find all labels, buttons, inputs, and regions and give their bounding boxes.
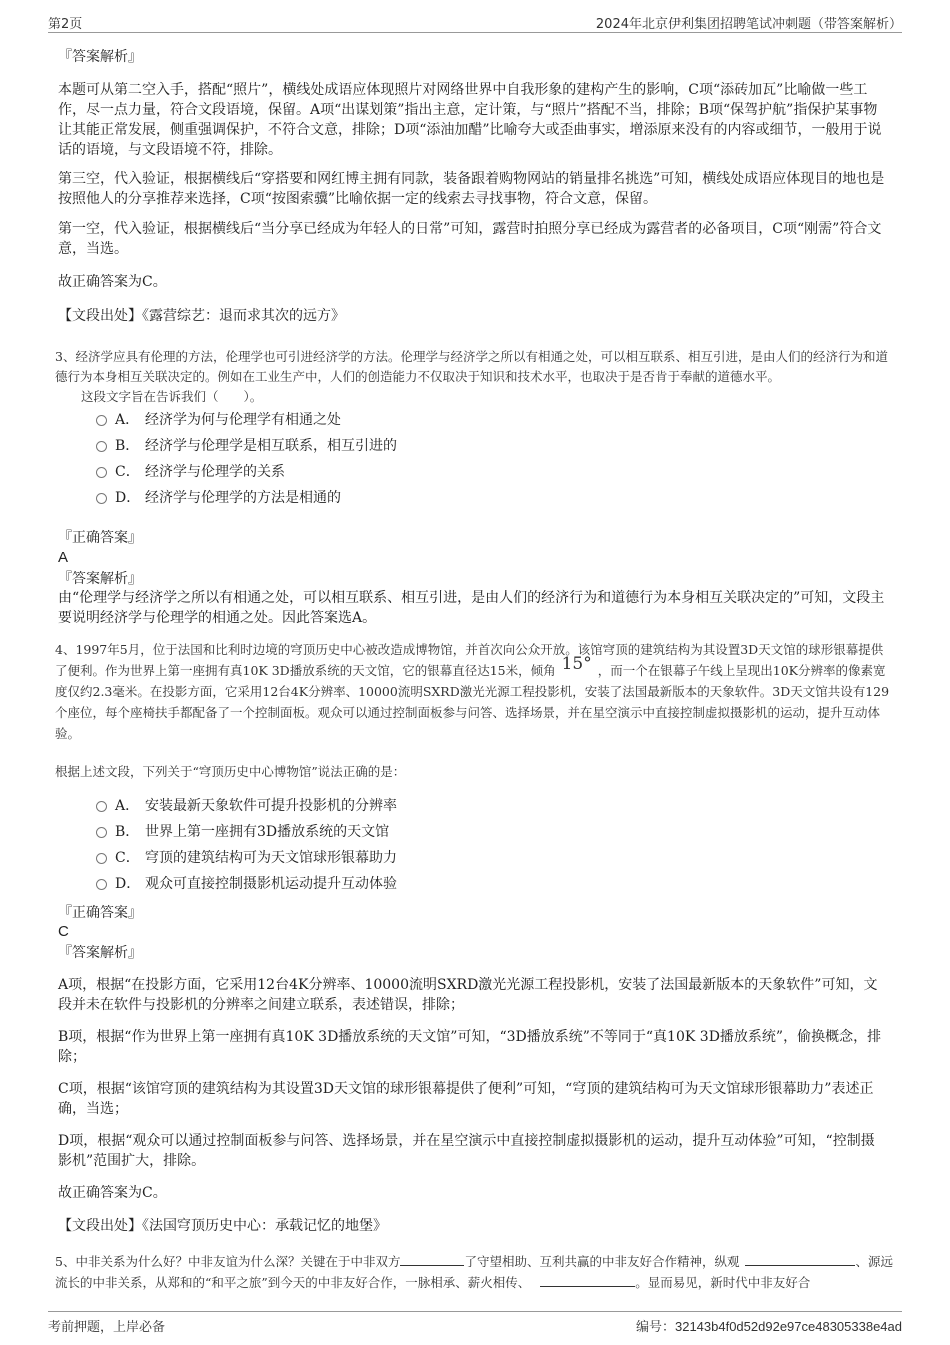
q4-option-a[interactable]: A． 安装最新天象软件可提升投影机的分辨率 — [96, 793, 796, 819]
q3-answer-label: 『正确答案』 — [58, 530, 142, 546]
page-number: 第2页 — [48, 17, 83, 32]
q4-stem — [55, 639, 895, 744]
q2-source: 【文段出处】《露营综艺：退而求其次的远方》 — [58, 308, 345, 324]
page-footer — [48, 1311, 902, 1336]
q3-option-d[interactable]: D． 经济学与伦理学的方法是相通的 — [96, 485, 796, 511]
q2-analysis-label: 『答案解析』 — [58, 49, 142, 65]
q4-conclusion: 故正确答案为C。 — [58, 1185, 167, 1201]
radio-icon[interactable] — [96, 801, 107, 812]
q5-stem: 5、中非关系为什么好？中非友谊为什么深？关键在于中非双方 了守望相助、互利共赢的中非友好合作精神，纵观 、源远流长的中非关系，从郑和的“和平之旅”到今天的中非友好合作，一脉相承、薪火相传、 。显而易见，新时代中非友好合 — [55, 1251, 895, 1293]
q3-stem-prompt: 这段文字旨在告诉我们（ ）。 — [81, 389, 263, 404]
q4-source: 【文段出处】《法国穹顶历史中心：承载记忆的地堡》 — [58, 1218, 387, 1234]
q5-blank-3[interactable] — [540, 1272, 635, 1287]
q4-analysis-c: C项，根据“该馆穹顶的建筑结构为其设置3D天文馆的球形银幕提供了便利”可知，“穹顶的建筑结构可为天文馆球形银幕助力”表述正确，当选； — [58, 1081, 874, 1117]
q4-option-c[interactable]: C． 穹顶的建筑结构可为天文馆球形银幕助力 — [96, 845, 796, 871]
q3-analysis: 由“伦理学与经济学之所以有相通之处，可以相互联系、相互引进，是由人们的经济行为和道德行为本身相互关联决定的”可知，文段主要说明经济学与伦理学的相通之处。因此答案选A。 — [58, 590, 885, 626]
document-title: 2024年北京伊利集团招聘笔试冲刺题（带答案解析） — [595, 17, 902, 32]
q4-option-b[interactable]: B． 世界上第一座拥有3D播放系统的天文馆 — [96, 819, 796, 845]
page-header — [48, 10, 902, 33]
q3-option-a[interactable]: A． 经济学为何与伦理学有相通之处 — [96, 407, 796, 433]
q3-stem-text: 3、经济学应具有伦理的方法，伦理学也可引进经济学的方法。伦理学与经济学之所以有相通之处，可以相互联系、相互引进，是由人们的经济行为和道德行为本身相互关联决定的。例如在工业生产中，人们的创造能力不仅取决于知识和技术水平，也取决于是否肯于奉献的道德水平。 — [55, 349, 888, 384]
q2-analysis-para2: 第三空，代入验证，根据横线后“穿搭要和网红博主拥有同款，装备跟着购物网站的销量排名挑选”可知，横线处成语应体现目的地也是按照他人的分享推荐来选择，C项“按图索骥”比喻依据一定的线索去寻找事物，符合文意，保留。 — [58, 171, 885, 207]
q3-option-c[interactable]: C． 经济学与伦理学的关系 — [96, 459, 796, 485]
radio-icon[interactable] — [96, 467, 107, 478]
q2-analysis-para3: 第一空，代入验证，根据横线后“当分享已经成为年轻人的日常”可知，露营时拍照分享已经成为露营者的必备项目，C项“刚需”符合文意，当选。 — [58, 221, 882, 257]
q2-conclusion: 故正确答案为C。 — [58, 274, 167, 290]
q4-prompt: 根据上述文段，下列关于“穹顶历史中心博物馆”说法正确的是： — [55, 764, 406, 779]
q5-blank-2[interactable] — [745, 1251, 855, 1266]
footer-slogan: 考前押题，上岸必备 — [48, 1320, 166, 1335]
q5-blank-1[interactable] — [400, 1251, 464, 1266]
q4-analysis-a: A项，根据“在投影方面，它采用12台4K分辨率、10000流明SXRD激光光源工程投影机，安装了法国最新版本的天象软件”可知，文段并未在软件与投影机的分辨率之间建立联系，表述错误，排除； — [58, 977, 878, 1013]
radio-icon[interactable] — [96, 827, 107, 838]
radio-icon[interactable] — [96, 879, 107, 890]
q3-analysis-label: 『答案解析』 — [58, 571, 142, 587]
q3-stem — [55, 347, 895, 407]
document-code: 编号：32143b4f0d52d92e97ce48305338e4ad — [635, 1319, 902, 1335]
q4-answer-label: 『正确答案』 — [58, 905, 142, 921]
q2-analysis-para1: 本题可从第二空入手，搭配“照片”，横线处成语应体现照片对网络世界中自我形象的建构产生的影响，C项“添砖加瓦”比喻做一些工作，尽一点力量，符合文段语境，保留。A项“出谋划策”指出主意，定计策，与“照片”搭配不当，排除；B项“保驾护航”指保护某事物让其能正常发展，侧重强调保护，不符合文意，排除；D项“添油加醋”比喻夸大或歪曲事实，增添原来没有的内容或细节，一般用于说话的语境，与文段语境不符，排除。 — [58, 82, 882, 158]
q3-options — [96, 407, 796, 511]
q4-answer: C — [58, 923, 69, 940]
q4-option-d[interactable]: D． 观众可直接控制摄影机运动提升互动体验 — [96, 871, 796, 897]
radio-icon[interactable] — [96, 853, 107, 864]
q4-analysis-b: B项，根据“作为世界上第一座拥有真10K 3D播放系统的天文馆”可知，“3D播放系统”不等同于“真10K 3D播放系统”，偷换概念，排除； — [58, 1029, 882, 1065]
q4-options — [96, 793, 796, 897]
q3-option-b[interactable]: B． 经济学与伦理学是相互联系，相互引进的 — [96, 433, 796, 459]
document-code-value: 32143b4f0d52d92e97ce48305338e4ad — [674, 1319, 902, 1334]
q4-analysis-label: 『答案解析』 — [58, 945, 142, 961]
q3-answer: A — [58, 549, 69, 566]
radio-icon[interactable] — [96, 441, 107, 452]
q4-stem-part1: 4、1997年5月，位于法国和比利时边境的穹顶历史中心被改造成博物馆，并首次向公众开放。该馆穹顶的建筑结构为其设置3D天文馆的球形银幕提供了便利。作为世界上第一座拥有真10K 3D播放系统的天文馆，它的银幕直径达15米，倾角 — [55, 642, 884, 678]
q4-analysis-d: D项，根据“观众可以通过控制面板参与问答、选择场景，并在星空演示中直接控制虚拟摄影机的运动，提升互动体验”可知，“控制摄影机”范围扩大，排除。 — [58, 1133, 875, 1169]
radio-icon[interactable] — [96, 493, 107, 504]
q4-angle: 15° — [561, 654, 592, 674]
radio-icon[interactable] — [96, 415, 107, 426]
q4-stem-part2: ，而一个在银幕子午线上呈现出10K分辨率的像素宽度仅约2.3毫米。在投影方面，它采用12台4K分辨率、10000流明SXRD激光光源工程投影机，安装了法国最新版本的天象软件。3D天文馆共设有129个座位，每个座椅扶手都配备了一个控制面板。观众可以通过控制面板参与问答、选择场景，并在星空演示中直接控制虚拟摄影机的运动，提升互动体验。 — [55, 663, 890, 741]
